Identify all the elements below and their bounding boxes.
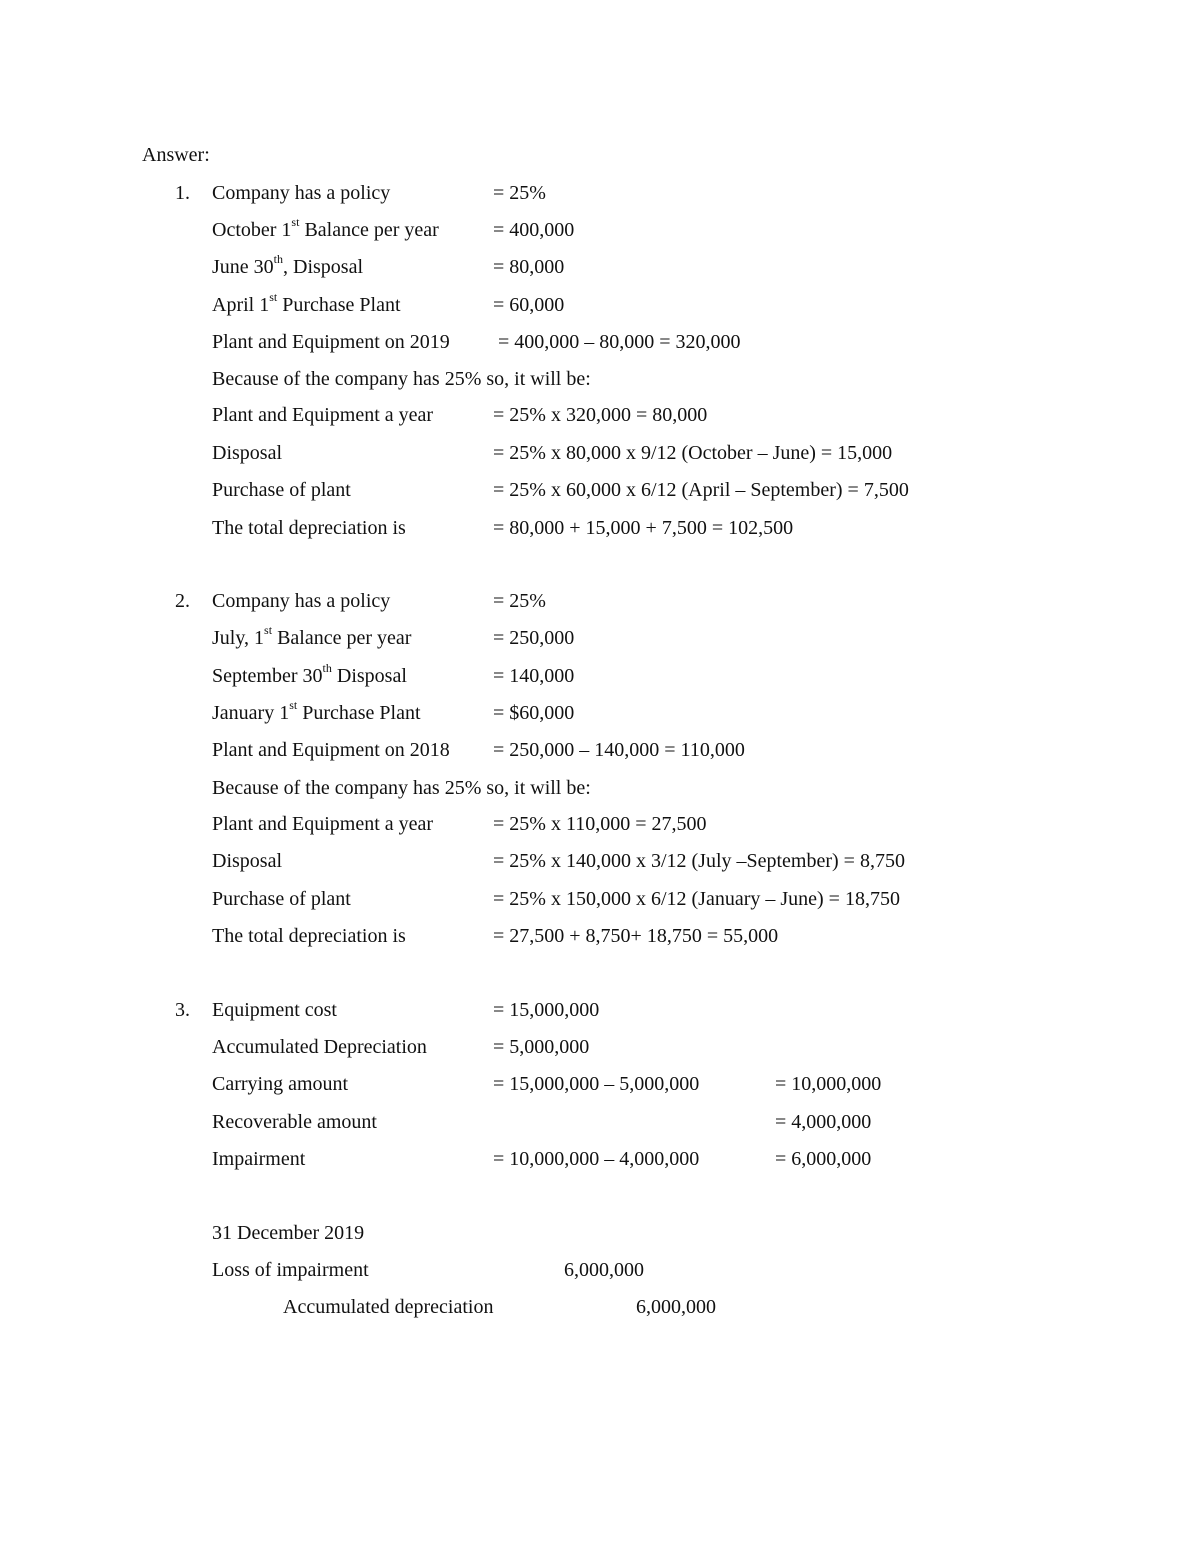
- s2-plant-year-value: = 25% x 110,000 = 27,500: [493, 813, 707, 835]
- journal-credit-account: Accumulated depreciation: [283, 1296, 494, 1318]
- s1-disposal-label: Disposal: [212, 442, 282, 464]
- s3-equipment-cost-value: = 15,000,000: [493, 999, 600, 1021]
- s1-policy-value: = 25%: [493, 182, 546, 204]
- journal-credit-amount: 6,000,000: [636, 1296, 716, 1318]
- s2-disposal-date-label: September 30th Disposal: [212, 661, 407, 687]
- s2-plant-on-value: = 250,000 – 140,000 = 110,000: [493, 739, 745, 761]
- answer-heading: Answer:: [142, 144, 210, 166]
- s3-impairment-result: = 6,000,000: [775, 1148, 872, 1170]
- s2-policy-value: = 25%: [493, 590, 546, 612]
- s3-carrying-result: = 10,000,000: [775, 1073, 882, 1095]
- s3-equipment-cost-label: Equipment cost: [212, 999, 337, 1021]
- journal-date: 31 December 2019: [212, 1222, 365, 1244]
- s1-total-value: = 80,000 + 15,000 + 7,500 = 102,500: [493, 517, 794, 539]
- s1-purchase-date-value: = 60,000: [493, 294, 565, 316]
- s2-purchase-date-label: January 1st Purchase Plant: [212, 698, 421, 724]
- s1-purchase-value: = 25% x 60,000 x 6/12 (April – September) = 7,500: [493, 479, 909, 501]
- s1-plant-on-label: Plant and Equipment on 2019: [212, 331, 450, 353]
- s3-accumulated-label: Accumulated Depreciation: [212, 1036, 427, 1058]
- s2-because-text: Because of the company has 25% so, it will be:: [212, 777, 591, 799]
- s3-carrying-label: Carrying amount: [212, 1073, 349, 1095]
- s2-purchase-label: Purchase of plant: [212, 888, 351, 910]
- s2-balance-label: July, 1st Balance per year: [212, 623, 412, 649]
- s1-policy-label: Company has a policy: [212, 182, 391, 204]
- journal-debit-amount: 6,000,000: [564, 1259, 644, 1281]
- s1-plant-on-value: = 400,000 – 80,000 = 320,000: [498, 331, 741, 353]
- s3-carrying-value: = 15,000,000 – 5,000,000: [493, 1073, 700, 1095]
- s3-accumulated-value: = 5,000,000: [493, 1036, 590, 1058]
- s3-recoverable-label: Recoverable amount: [212, 1111, 377, 1133]
- s2-policy-label: Company has a policy: [212, 590, 391, 612]
- section-2-number: 2.: [175, 590, 190, 612]
- s2-plant-on-label: Plant and Equipment on 2018: [212, 739, 450, 761]
- s2-total-label: The total depreciation is: [212, 925, 406, 947]
- s2-disposal-label: Disposal: [212, 850, 282, 872]
- s1-purchase-date-label: April 1st Purchase Plant: [212, 290, 401, 316]
- journal-debit-account: Loss of impairment: [212, 1259, 369, 1281]
- section-1-number: 1.: [175, 182, 190, 204]
- s2-disposal-date-value: = 140,000: [493, 665, 575, 687]
- s1-disposal-value: = 25% x 80,000 x 9/12 (October – June) = 15,000: [493, 442, 893, 464]
- s1-disposal-date-value: = 80,000: [493, 256, 565, 278]
- s1-disposal-date-label: June 30th, Disposal: [212, 252, 364, 278]
- s3-impairment-label: Impairment: [212, 1148, 306, 1170]
- s1-total-label: The total depreciation is: [212, 517, 406, 539]
- s1-plant-year-value: = 25% x 320,000 = 80,000: [493, 404, 708, 426]
- s2-total-value: = 27,500 + 8,750+ 18,750 = 55,000: [493, 925, 779, 947]
- s1-purchase-label: Purchase of plant: [212, 479, 351, 501]
- s2-plant-year-label: Plant and Equipment a year: [212, 813, 434, 835]
- s3-recoverable-result: = 4,000,000: [775, 1111, 872, 1133]
- section-3-number: 3.: [175, 999, 190, 1021]
- s2-purchase-value: = 25% x 150,000 x 6/12 (January – June) = 18,750: [493, 888, 900, 910]
- s2-purchase-date-value: = $60,000: [493, 702, 575, 724]
- s1-balance-value: = 400,000: [493, 219, 575, 241]
- s1-balance-label: October 1st Balance per year: [212, 215, 439, 241]
- s2-disposal-value: = 25% x 140,000 x 3/12 (July –September) = 8,750: [493, 850, 905, 872]
- s2-balance-value: = 250,000: [493, 627, 575, 649]
- s1-plant-year-label: Plant and Equipment a year: [212, 404, 434, 426]
- s3-impairment-value: = 10,000,000 – 4,000,000: [493, 1148, 700, 1170]
- s1-because-text: Because of the company has 25% so, it will be:: [212, 368, 591, 390]
